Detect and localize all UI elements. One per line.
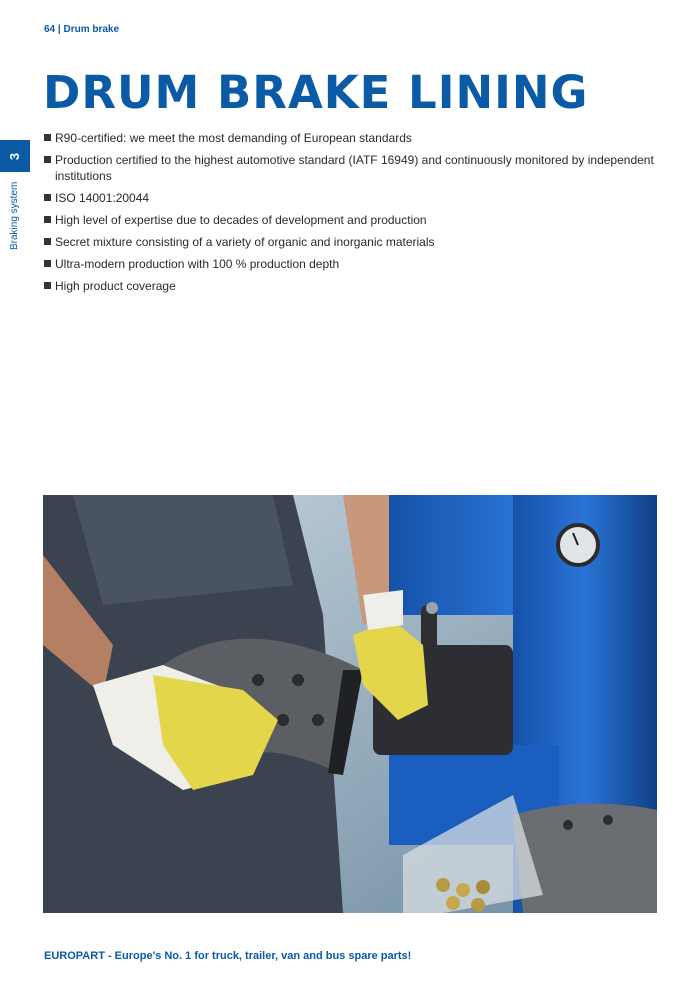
list-item [44,278,656,294]
bullet-square-icon [44,156,51,163]
list-item [44,256,656,272]
page-footer: EUROPART - Europe's No. 1 for truck, trailer, van and bus spare parts! [44,950,412,962]
list-item [44,234,656,250]
bullet-square-icon [44,260,51,267]
bullet-square-icon [44,216,51,223]
page-title: DRUM BRAKE LINING [43,66,589,119]
list-item [44,130,656,146]
list-item-text: High level of expertise due to decades of development and production [55,213,427,227]
chapter-number: 3 [7,152,23,160]
list-item-text: Secret mixture consisting of a variety of organic and inorganic materials [55,235,435,249]
bullet-square-icon [44,134,51,141]
feature-list [44,130,656,300]
list-item [44,152,656,184]
workshop-photo [43,495,657,913]
list-item-text: R90-certified: we meet the most demanding of European standards [55,131,412,145]
list-item-text: ISO 14001:20044 [55,191,150,205]
list-item-text: Ultra-modern production with 100 % production depth [55,257,340,271]
list-item-text: High product coverage [55,279,176,293]
workshop-illustration [43,495,657,913]
bullet-square-icon [44,194,51,201]
list-item-text: Production certified to the highest automotive standard (IATF 16949) and continuously monitored by independent institutions [55,153,654,183]
chapter-tab [0,140,30,172]
page-header: 64 | Drum brake [44,24,120,35]
bullet-square-icon [44,282,51,289]
list-item [44,212,656,228]
bullet-square-icon [44,238,51,245]
chapter-label: Braking system [9,181,20,250]
list-item [44,190,656,206]
